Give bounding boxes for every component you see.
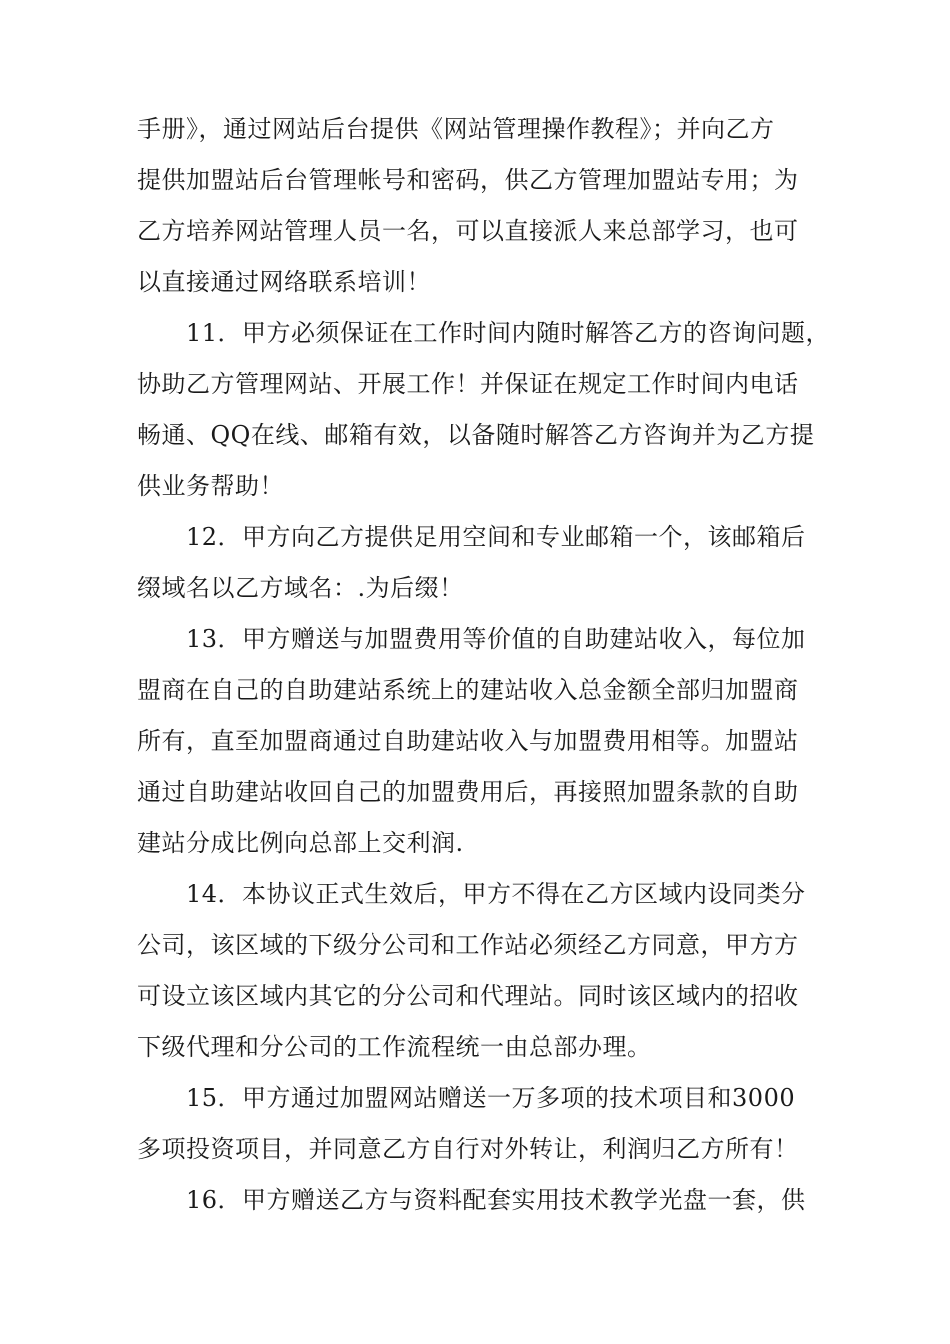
text-line: 供业务帮助！ — [137, 472, 284, 500]
text-line: 提供加盟站后台管理帐号和密码，供乙方管理加盟站专用；为 — [137, 166, 799, 194]
text-line: 下级代理和分公司的工作流程统一由总部办理。 — [137, 1033, 652, 1061]
paragraph-11-start: 11．甲方必须保证在工作时间内随时解答乙方的咨询问题， — [186, 319, 831, 347]
paragraph-15-start: 15．甲方通过加盟网站赠送一万多项的技术项目和3000 — [186, 1084, 796, 1112]
paragraph-14-start: 14．本协议正式生效后，甲方不得在乙方区域内设同类分 — [186, 880, 806, 908]
text-line: 手册》，通过网站后台提供《网站管理操作教程》；并向乙方 — [137, 115, 775, 143]
text-line: 所有，直至加盟商通过自助建站收入与加盟费用相等。加盟站 — [137, 727, 799, 755]
paragraph-16-start: 16．甲方赠送乙方与资料配套实用技术教学光盘一套，供 — [186, 1186, 806, 1214]
text-line: 可设立该区域内其它的分公司和代理站。同时该区域内的招收 — [137, 982, 799, 1010]
text-line: 以直接通过网络联系培训！ — [137, 268, 431, 296]
text-line: 盟商在自己的自助建站系统上的建站收入总金额全部归加盟商 — [137, 676, 799, 704]
text-line: 协助乙方管理网站、开展工作！并保证在规定工作时间内电话 — [137, 370, 799, 398]
text-line: 建站分成比例向总部上交利润. — [137, 829, 464, 857]
text-line: 多项投资项目，并同意乙方自行对外转让，利润归乙方所有！ — [137, 1135, 799, 1163]
text-line: 公司，该区域的下级分公司和工作站必须经乙方同意，甲方方 — [137, 931, 799, 959]
text-line: 畅通、QQ在线、邮箱有效，以备随时解答乙方咨询并为乙方提 — [137, 421, 815, 449]
text-line: 乙方培养网站管理人员一名，可以直接派人来总部学习，也可 — [137, 217, 799, 245]
text-line: 缀域名以乙方域名：.为后缀！ — [137, 574, 464, 602]
paragraph-12-start: 12．甲方向乙方提供足用空间和专业邮箱一个，该邮箱后 — [186, 523, 806, 551]
text-line: 通过自助建站收回自己的加盟费用后，再接照加盟条款的自助 — [137, 778, 799, 806]
paragraph-13-start: 13．甲方赠送与加盟费用等价值的自助建站收入，每位加 — [186, 625, 806, 653]
